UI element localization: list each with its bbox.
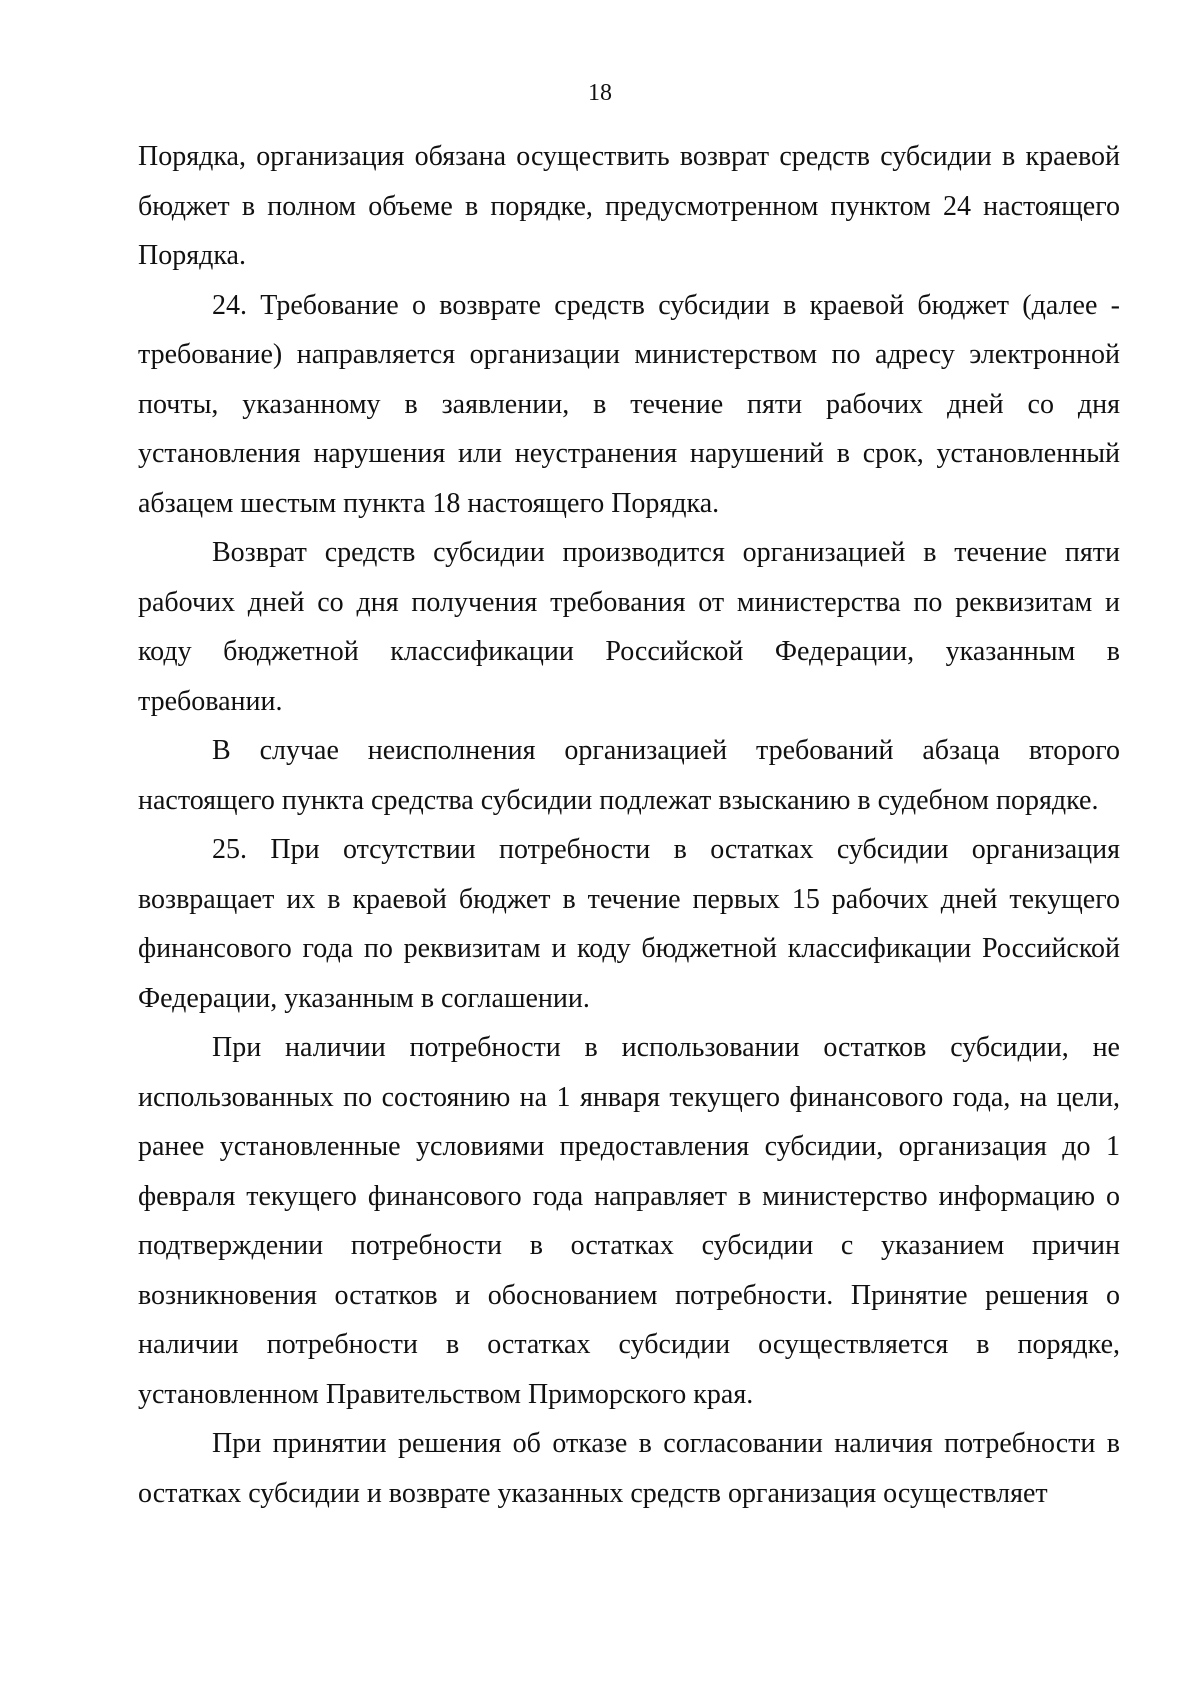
- paragraph-court-recovery: В случае неисполнения организацией требований абзаца второго настоящего пункта средства субсидии подлежат взысканию в судебном порядке.: [138, 735, 1120, 816]
- paragraph-remaining-need: При наличии потребности в использовании остатков субсидии, не использованных по состоянию на 1 января текущего финансового года, на цели, ранее установленные условиями предоставления субсидии, организация до 1 февраля текущего финансового года направляет в министерство информацию о подтверждении потребности в остатках субсидии с указанием причин возникновения остатков и обоснованием потребности. Принятие решения о наличии потребности в остатках субсидии осуществляется в порядке, установленном Правительством Приморского края.: [138, 1032, 1120, 1410]
- page-number: 18: [588, 80, 612, 106]
- paragraph-item-24: 24. Требование о возврате средств субсидии в краевой бюджет (далее - требование) направляется организации министерством по адресу электронной почты, указанному в заявлении, в течение пяти рабочих дней со дня установления нарушения или неустранения нарушений в срок, установленный абзацем шестым пункта 18 настоящего Порядка.: [138, 289, 1120, 519]
- paragraph-return-procedure: Возврат средств субсидии производится организацией в течение пяти рабочих дней со дня получения требования от министерства по реквизитам и коду бюджетной классификации Российской Федерации, указанным в требовании.: [138, 537, 1120, 717]
- paragraph-continuation: Порядка, организация обязана осуществить возврат средств субсидии в краевой бюджет в полном объеме в порядке, предусмотренном пунктом 24 настоящего Порядка.: [138, 141, 1120, 271]
- paragraph-item-25: 25. При отсутствии потребности в остатках субсидии организация возвращает их в краевой бюджет в течение первых 15 рабочих дней текущего финансового года по реквизитам и коду бюджетной классификации Российской Федерации, указанным в соглашении.: [138, 834, 1120, 1014]
- paragraph-refusal-decision: При принятии решения об отказе в согласовании наличия потребности в остатках субсидии и возврате указанных средств организация осуществляет: [138, 1428, 1120, 1509]
- document-body: [138, 132, 1120, 1518]
